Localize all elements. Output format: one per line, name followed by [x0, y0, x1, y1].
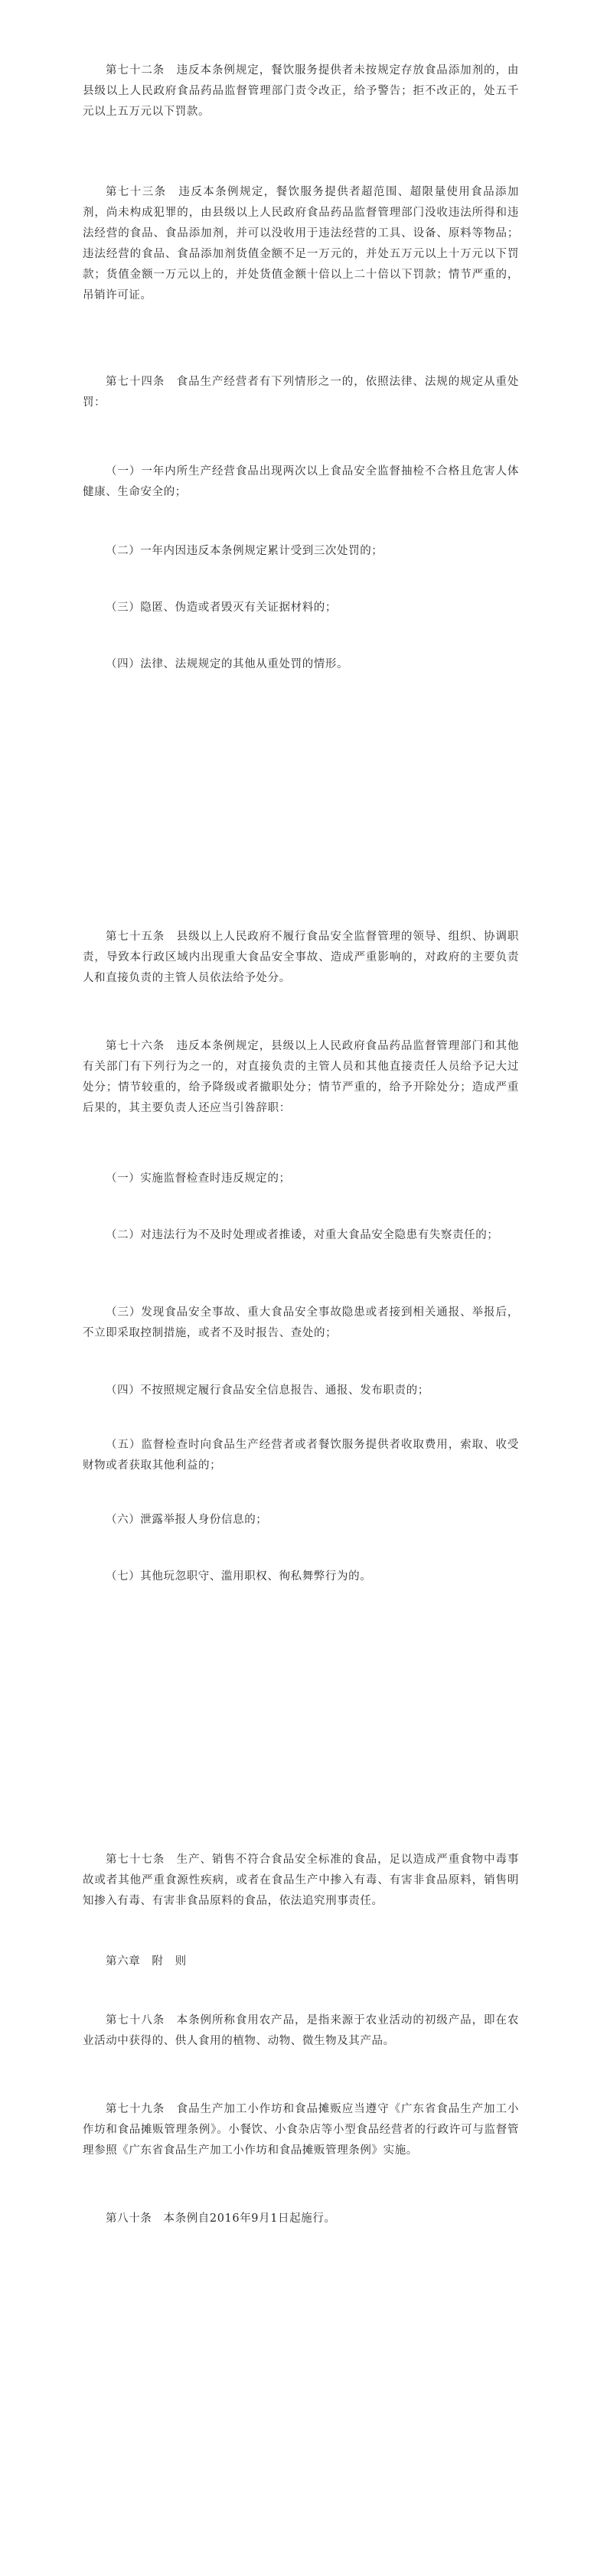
article-74-item-4: （四）法律、法规规定的其他从重处罚的情形。 — [106, 658, 349, 670]
chapter-6-heading: 第六章 附 则 — [106, 1955, 187, 1968]
article-78-paragraph: 第七十八条 本条例所称食用农产品，是指来源于农业活动的初级产品，即在农业活动中获得的、供人食用的植物、动物、微生物及其产品。 — [83, 2014, 519, 2047]
article-76-item-3: （三）发现食品安全事故、重大食品安全事故隐患或者接到相关通报、举报后，不立即采取控制措施，或者不及时报告、查处的； — [83, 1306, 519, 1339]
article-74-paragraph: 第七十四条 食品生产经营者有下列情形之一的，依照法律、法规的规定从重处罚： — [83, 376, 519, 409]
article-76-item-1: （一）实施监督检查时违反规定的； — [106, 1172, 291, 1185]
article-76-paragraph: 第七十六条 违反本条例规定，县级以上人民政府食品药品监督管理部门和其他有关部门有下列行为之一的，对直接负责的主管人员和其他直接责任人员给予记大过处分；情节较重的，给予降级或者撤职处分；情节严重的，给予开除处分；造成严重后果的，其主要负责人还应当引咎辞职： — [83, 1040, 519, 1114]
article-76-item-5: （五）监督检查时向食品生产经营者或者餐饮服务提供者收取费用，索取、收受财物或者获取其他利益的； — [83, 1439, 519, 1472]
article-77-paragraph: 第七十七条 生产、销售不符合食品安全标准的食品，足以造成严重食物中毒事故或者其他严重食源性疾病，或者在食品生产中掺入有毒、有害非食品原料，销售明知掺入有毒、有害非食品原料的食品，依法追究刑事责任。 — [83, 1854, 519, 1907]
article-76-item-4: （四）不按照规定履行食品安全信息报告、通报、发布职责的； — [106, 1384, 429, 1397]
article-74-item-1: （一）一年内所生产经营食品出现两次以上食品安全监督抽检不合格且危害人体健康、生命安全的； — [83, 465, 519, 498]
article-80-paragraph: 第八十条 本条例自2016年9月1日起施行。 — [106, 2212, 336, 2225]
article-75-paragraph: 第七十五条 县级以上人民政府不履行食品安全监督管理的领导、组织、协调职责，导致本行政区域内出现重大食品安全事故、造成严重影响的，对政府的主要负责人和直接负责的主管人员依法给予处分。 — [83, 931, 519, 984]
article-74-item-2: （二）一年内因违反本条例规定累计受到三次处罚的； — [106, 545, 383, 557]
article-76-item-2: （二）对违法行为不及时处理或者推诿，对重大食品安全隐患有失察责任的； — [106, 1229, 499, 1241]
article-73-paragraph: 第七十三条 违反本条例规定，餐饮服务提供者超范围、超限量使用食品添加剂，尚未构成犯罪的，由县级以上人民政府食品药品监督管理部门没收违法所得和违法经营的食品、食品添加剂，并可以没收用于违法经营的工具、设备、原料等物品；违法经营的食品、食品添加剂货值金额不足一万元的，并处五万元以上十万元以下罚款；货值金额一万元以上的，并处货值金额十倍以上二十倍以下罚款；情节严重的，吊销许可证。 — [83, 186, 519, 302]
article-76-item-6: （六）泄露举报人身份信息的； — [106, 1514, 268, 1526]
article-72-paragraph: 第七十二条 违反本条例规定，餐饮服务提供者未按规定存放食品添加剂的，由县级以上人民政府食品药品监督管理部门责令改正，给予警告；拒不改正的，处五千元以上五万元以下罚款。 — [83, 64, 519, 118]
article-76-item-7: （七）其他玩忽职守、滥用职权、徇私舞弊行为的。 — [106, 1570, 372, 1583]
article-79-paragraph: 第七十九条 食品生产加工小作坊和食品摊贩应当遵守《广东省食品生产加工小作坊和食品摊贩管理条例》。小餐饮、小食杂店等小型食品经营者的行政许可与监督管理参照《广东省食品生产加工小作坊和食品摊贩管理条例》实施。 — [83, 2103, 519, 2157]
article-74-item-3: （三）隐匿、伪造或者毁灭有关证据材料的； — [106, 602, 337, 614]
